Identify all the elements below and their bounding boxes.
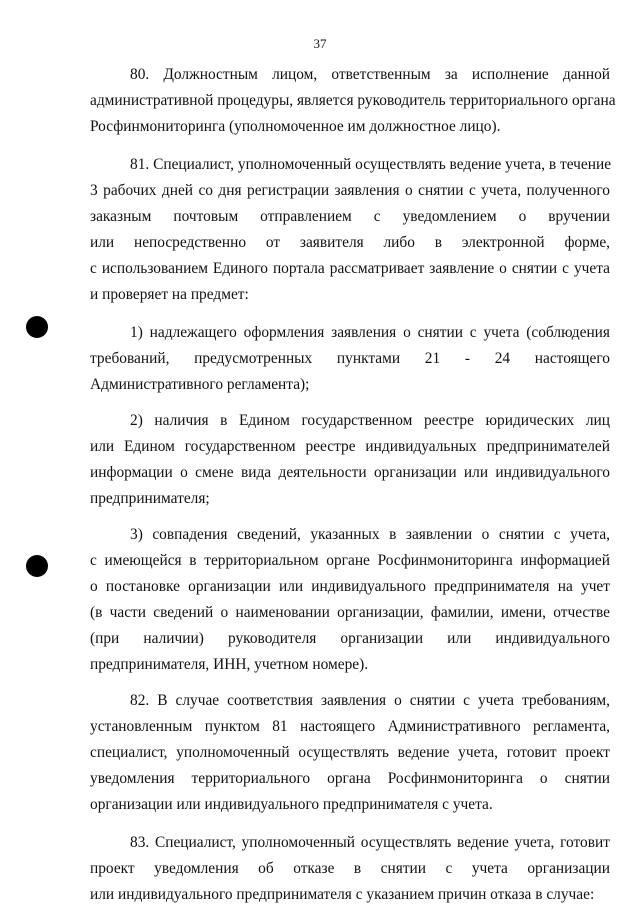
text-line: специалист, уполномоченный осуществлять ведение учета, готовит проект [90, 744, 610, 761]
text-line: установленным пунктом 81 настоящего Административного регламента, [90, 718, 610, 735]
text-line: о постановке организации или индивидуального предпринимателя на учет [90, 578, 610, 595]
text-line: информации о смене вида деятельности организации или индивидуального [90, 464, 610, 481]
document-body [90, 62, 616, 908]
text-line: с имеющейся в территориальном органе Росфинмониторинга информацией [90, 552, 610, 569]
paragraph-p80 [90, 62, 616, 140]
punch-hole-mark [26, 316, 48, 338]
text-line: 81. Специалист, уполномоченный осуществлять ведение учета, в течение [130, 156, 612, 173]
paragraph-p81 [90, 152, 610, 308]
text-line: и проверяет на предмет: [90, 286, 249, 303]
text-line: 82. В случае соответствия заявления о снятии с учета требованиям, [130, 692, 610, 709]
text-line: предпринимателя, ИНН, учетном номере). [90, 656, 369, 673]
text-line: 3 рабочих дней со дня регистрации заявления о снятии с учета, полученного [90, 182, 610, 199]
text-line: (в части сведений о наименовании организации, фамилии, имени, отчестве [90, 604, 610, 621]
page-number: 37 [313, 36, 327, 51]
text-line: или Едином государственном реестре индивидуальных предпринимателей [90, 438, 610, 455]
text-line: Административного регламента); [90, 376, 310, 393]
text-line: с использованием Единого портала рассматривает заявление о снятии с учета [90, 260, 610, 277]
paragraph-p81-3 [90, 522, 610, 678]
text-line: 1) надлежащего оформления заявления о снятии с учета (соблюдения [130, 324, 610, 341]
text-line: требований, предусмотренных пунктами 21 - 24 настоящего [90, 350, 610, 367]
text-line: (при наличии) руководителя организации или индивидуального [90, 630, 610, 647]
text-line: проект уведомления об отказе в снятии с учета организации [90, 860, 610, 877]
text-line: 80. Должностным лицом, ответственным за исполнение данной [130, 66, 610, 83]
punch-hole-mark [26, 555, 48, 577]
text-line: 3) совпадения сведений, указанных в заявлении о снятии с учета, [130, 526, 610, 543]
paragraph-p82 [90, 688, 610, 818]
text-line: Росфинмониторинга (уполномоченное им должностное лицо). [90, 118, 501, 135]
text-line: административной процедуры, является руководитель территориального органа [90, 92, 616, 109]
paragraph-p81-1 [90, 320, 610, 398]
text-line: или индивидуального предпринимателя с указанием причин отказа в случае: [90, 886, 595, 903]
text-line: предпринимателя; [90, 490, 210, 507]
paragraph-p83 [90, 830, 610, 908]
text-line: уведомления территориального органа Росфинмониторинга о снятии [90, 770, 610, 787]
text-line: или непосредственно от заявителя либо в электронной форме, [90, 234, 610, 251]
text-line: 83. Специалист, уполномоченный осуществлять ведение учета, готовит [130, 834, 610, 851]
text-line: 2) наличия в Едином государственном реестре юридических лиц [130, 412, 610, 429]
text-line: организации или индивидуального предпринимателя с учета. [90, 796, 493, 813]
paragraph-p81-2 [90, 408, 610, 512]
text-line: заказным почтовым отправлением с уведомлением о вручении [90, 208, 610, 225]
